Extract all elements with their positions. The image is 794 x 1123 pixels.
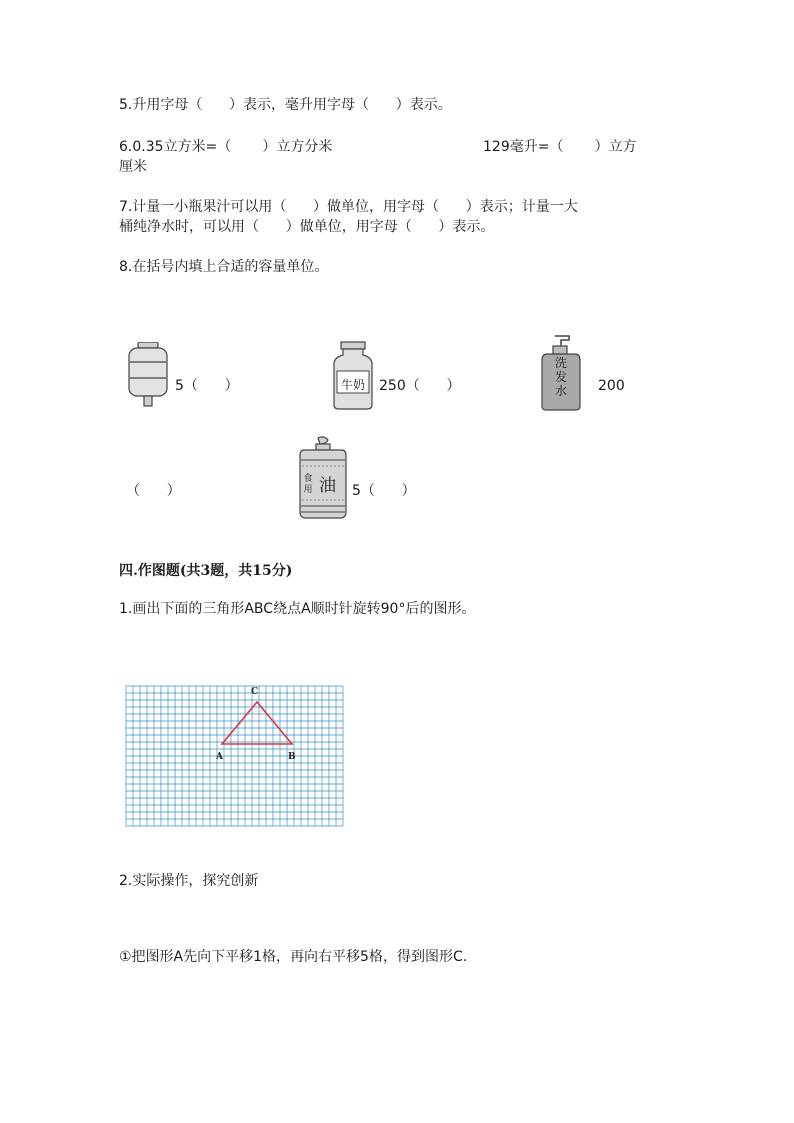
question-6-part1: 6.0.35立方米=（ ）立方分米 [119, 139, 333, 155]
section-4-question-2-step-1: ①把图形A先向下平移1格，再向右平移5格，得到图形C. [119, 949, 468, 965]
grid-lines [126, 686, 343, 826]
rotation-grid [120, 680, 346, 830]
question-7-line2: 桶纯净水时，可以用（ ）做单位，用字母（ ）表示。 [119, 219, 495, 235]
shampoo-blank: （ ） [126, 483, 181, 499]
label-a: A [216, 752, 223, 762]
water-answer: 5（ ） [175, 378, 239, 394]
shampoo-answer: 200 [598, 378, 625, 394]
question-6-continuation: 厘米 [119, 159, 147, 175]
label-b: B [288, 752, 296, 762]
question-5: 5.升用字母（ ）表示，毫升用字母（ ）表示。 [119, 97, 452, 113]
oil-label: 油 [319, 476, 336, 496]
question-8: 8.在括号内填上合适的容量单位。 [119, 259, 329, 275]
question-7-line1: 7.计量一小瓶果汁可以用（ ）做单位，用字母（ ）表示；计量一大 [119, 199, 578, 215]
shampoo-label: 洗 发 水 [554, 356, 567, 398]
section-4-question-1: 1.画出下面的三角形ABC绕点A顺时针旋转90°后的图形。 [119, 601, 476, 617]
question-6-part2: 129毫升=（ ）立方 [483, 139, 637, 155]
oil-answer: 5（ ） [352, 483, 416, 499]
triangle-abc [222, 702, 292, 744]
label-c: C [251, 687, 259, 697]
oil-label-small: 食 用 [303, 474, 313, 495]
milk-answer: 250（ ） [379, 378, 461, 394]
water-bucket-icon [126, 342, 170, 410]
section-4-title: 四.作图题(共3题，共15分) [119, 563, 293, 579]
section-4-question-2: 2.实际操作，探究创新 [119, 873, 259, 889]
milk-label: 牛奶 [340, 378, 365, 392]
